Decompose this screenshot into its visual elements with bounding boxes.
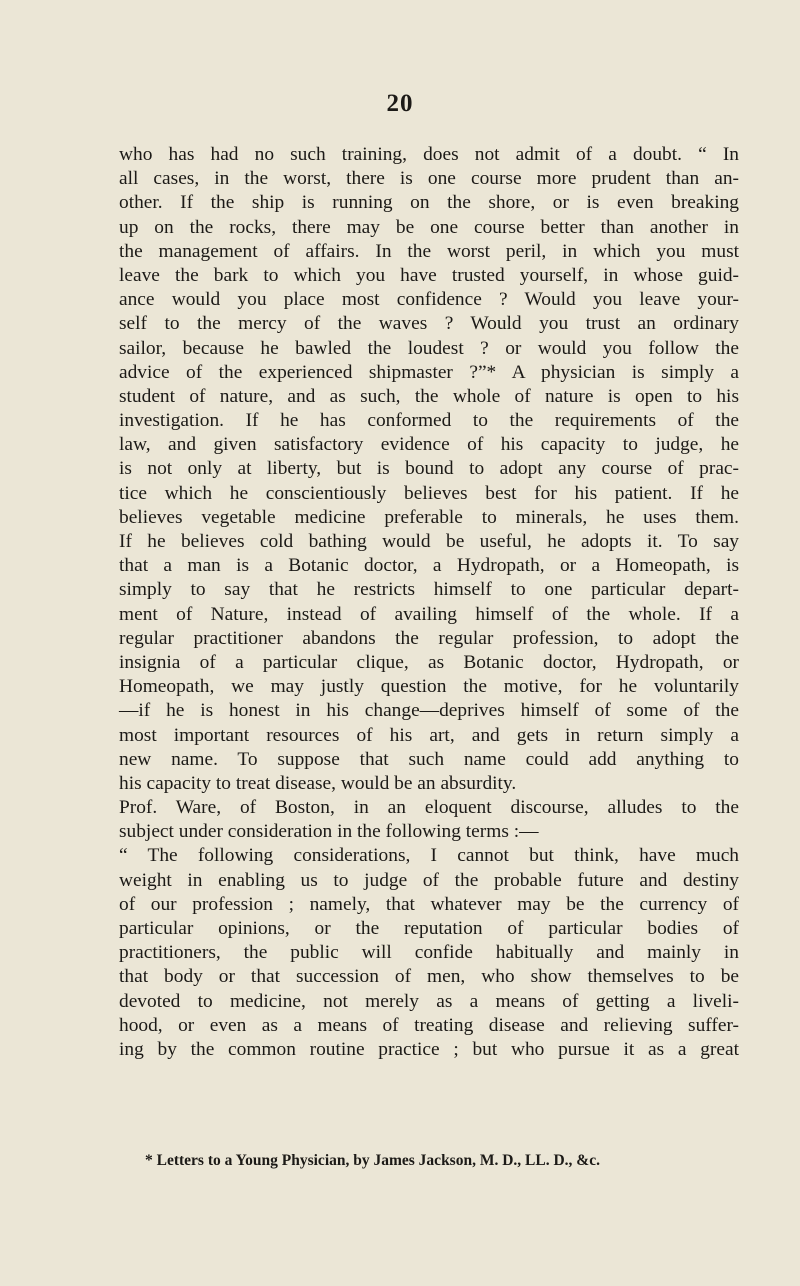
text-line: the management of affairs. In the worst peril, in which you must: [119, 240, 739, 262]
text-line: devoted to medicine, not merely as a means of getting a liveli-: [119, 990, 739, 1012]
text-line: his capacity to treat disease, would be an absurdity.: [119, 772, 517, 794]
text-line: new name. To suppose that such name could add anything to: [119, 748, 739, 770]
text-line: insignia of a particular clique, as Botanic doctor, Hydropath, or: [119, 651, 739, 673]
text-line: “ The following considerations, I cannot but think, have much: [119, 845, 739, 867]
text-line: self to the mercy of the waves ? Would you trust an ordinary: [119, 313, 739, 335]
text-line: practitioners, the public will confide habitually and mainly in: [119, 942, 739, 964]
text-line: believes vegetable medicine preferable to minerals, he uses them.: [119, 506, 739, 528]
text-line: leave the bark to which you have trusted yourself, in whose guid-: [119, 264, 739, 286]
text-line: ance would you place most confidence ? Would you leave your-: [119, 289, 739, 311]
text-line: all cases, in the worst, there is one course more prudent than an-: [119, 168, 739, 190]
text-line: weight in enabling us to judge of the probable future and destiny: [119, 869, 739, 891]
text-line: law, and given satisfactory evidence of his capacity to judge, he: [119, 434, 739, 456]
text-line: most important resources of his art, and gets in return simply a: [119, 724, 739, 746]
text-line: up on the rocks, there may be one course better than another in: [119, 216, 739, 238]
footnote: * Letters to a Young Physician, by James Jackson, M. D., LL. D., &c.: [145, 1152, 600, 1169]
text-line: sailor, because he bawled the loudest ? or would you follow the: [119, 337, 739, 359]
text-line: Homeopath, we may justly question the motive, for he voluntarily: [119, 676, 739, 698]
text-line: advice of the experienced shipmaster ?”* A physician is simply a: [119, 361, 739, 383]
page-number: 20: [386, 90, 414, 117]
text-line: investigation. If he has conformed to the requirements of the: [119, 410, 739, 432]
text-line: ment of Nature, instead of availing himself of the whole. If a: [119, 603, 739, 625]
text-line: Prof. Ware, of Boston, in an eloquent discourse, alludes to the: [119, 797, 739, 819]
body-text: [119, 143, 739, 1062]
text-line: hood, or even as a means of treating disease and relieving suffer-: [119, 1014, 739, 1036]
text-line: ing by the common routine practice ; but who pursue it as a great: [119, 1038, 739, 1060]
text-line: who has had no such training, does not admit of a doubt. “ In: [119, 144, 739, 165]
text-line: particular opinions, or the reputation of particular bodies of: [119, 918, 739, 939]
text-line: of our profession ; namely, that whatever may be the currency of: [119, 893, 739, 915]
text-line: tice which he conscientiously believes best for his patient. If he: [119, 482, 739, 504]
text-line: subject under consideration in the following terms :—: [119, 821, 539, 843]
text-line: —if he is honest in his change—deprives himself of some of the: [119, 700, 739, 722]
text-line: student of nature, and as such, the whole of nature is open to his: [119, 385, 739, 407]
text-line: regular practitioner abandons the regular profession, to adopt the: [119, 627, 739, 649]
text-line: is not only at liberty, but is bound to adopt any course of prac-: [119, 458, 739, 480]
text-line: simply to say that he restricts himself to one particular depart-: [119, 579, 739, 601]
text-line: other. If the ship is running on the shore, or is even breaking: [119, 192, 739, 214]
text-line: If he believes cold bathing would be useful, he adopts it. To say: [119, 531, 739, 552]
text-line: that a man is a Botanic doctor, a Hydropath, or a Homeopath, is: [119, 555, 739, 577]
text-line: that body or that succession of men, who show themselves to be: [119, 966, 739, 988]
